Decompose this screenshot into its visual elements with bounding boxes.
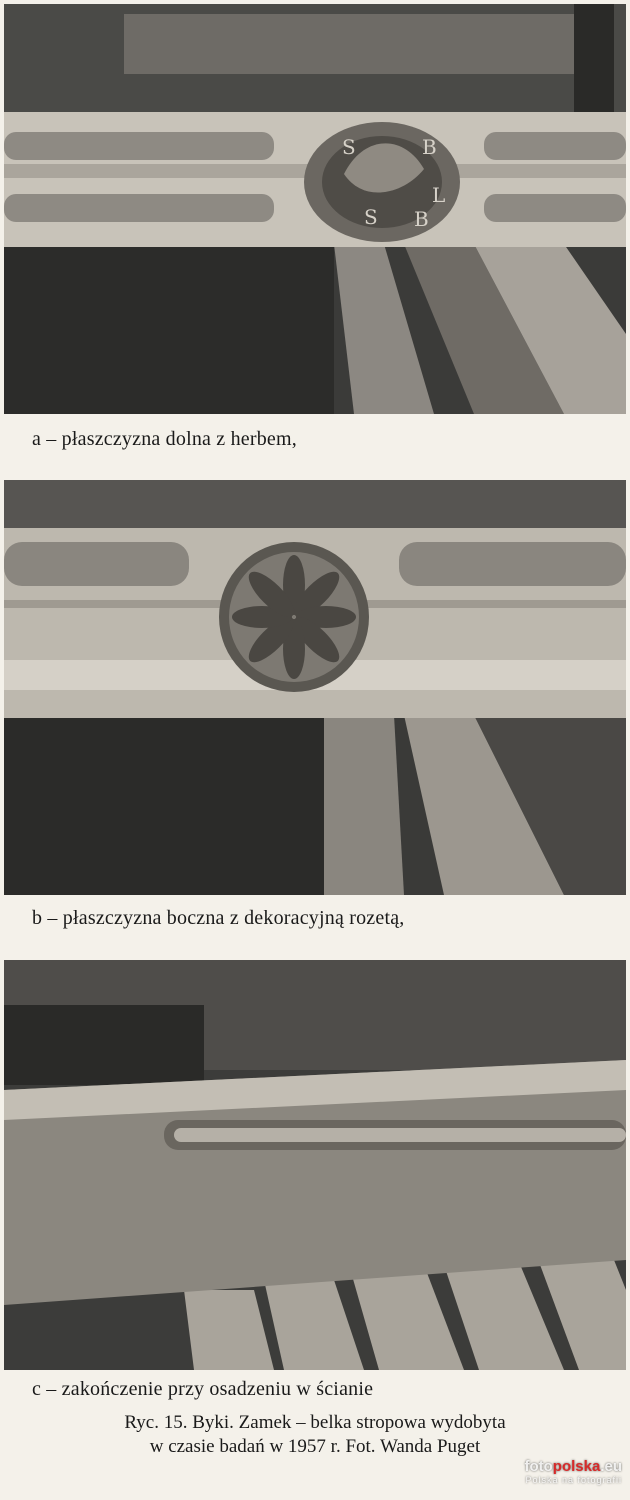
coat-of-arms-letter: B <box>414 207 429 231</box>
photo-beam-rosette <box>4 480 626 895</box>
caption-a: a – płaszczyzna dolna z herbem, <box>32 428 297 450</box>
photo-beam-end <box>4 960 626 1370</box>
coat-of-arms-letter: S <box>342 135 356 159</box>
watermark-tagline: Polska na fotografii <box>525 1475 622 1485</box>
fotopolska-watermark <box>524 1458 622 1485</box>
photo-beam-coat-of-arms <box>4 4 626 414</box>
watermark-logo: fotopolska.eu <box>524 1458 622 1475</box>
caption-c: c – zakończenie przy osadzeniu w ścianie <box>32 1378 374 1400</box>
figure-caption-line-1: Ryc. 15. Byki. Zamek – belka stropowa wydobyta <box>124 1412 506 1433</box>
figure-caption-line-2: w czasie badań w 1957 r. Fot. Wanda Puget <box>149 1436 481 1457</box>
coat-of-arms-letter: S <box>364 205 378 229</box>
coat-of-arms-letter: L <box>432 183 446 207</box>
coat-of-arms-letter: B <box>422 135 437 159</box>
caption-b: b – płaszczyzna boczna z dekoracyjną rozetą, <box>32 907 405 929</box>
